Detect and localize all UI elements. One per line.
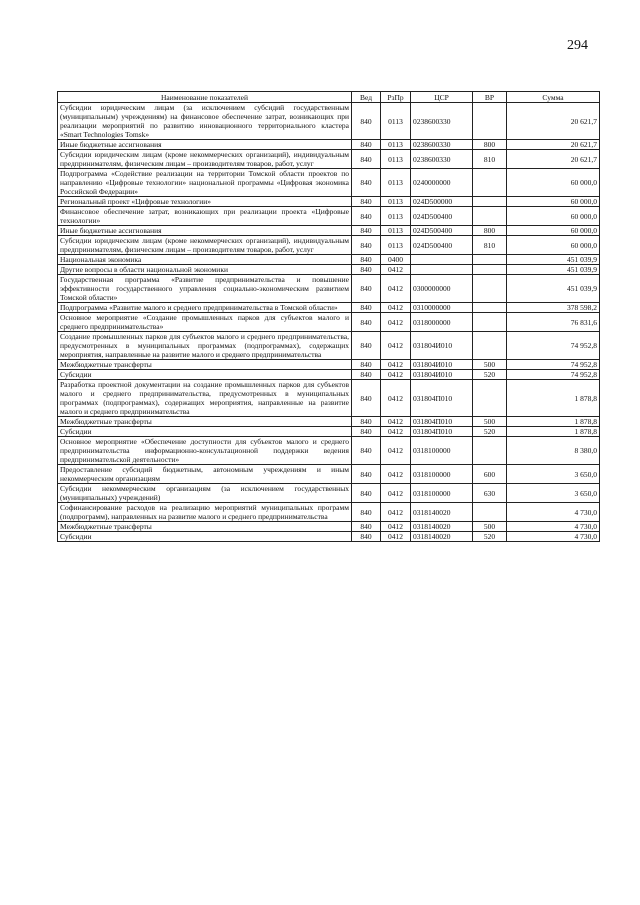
cell-ved: 840: [352, 522, 381, 532]
cell-ved: 840: [352, 103, 381, 140]
cell-ved: 840: [352, 150, 381, 169]
cell-vr: 500: [473, 417, 507, 427]
table-row: [58, 484, 600, 503]
cell-vr: [473, 313, 507, 332]
cell-rzpr: 0113: [381, 150, 411, 169]
cell-name: Национальная экономика: [58, 255, 352, 265]
cell-name: Финансовое обеспечение затрат, возникающих при реализации проекта «Цифровые технологии»: [58, 207, 352, 226]
table-row: [58, 313, 600, 332]
cell-csr: 0318100000: [411, 484, 473, 503]
cell-rzpr: 0412: [381, 360, 411, 370]
cell-ved: 840: [352, 255, 381, 265]
table-row: [58, 169, 600, 197]
table-row: [58, 503, 600, 522]
cell-vr: [473, 265, 507, 275]
cell-name: Субсидии: [58, 532, 352, 542]
cell-csr: 0318140020: [411, 532, 473, 542]
cell-sum: 1 878,8: [507, 427, 600, 437]
cell-sum: 4 730,0: [507, 522, 600, 532]
cell-name: Межбюджетные трансферты: [58, 360, 352, 370]
cell-name: Субсидии некоммерческим организациям (за исключением государственных (муниципальных) учреждений): [58, 484, 352, 503]
cell-rzpr: 0113: [381, 103, 411, 140]
cell-csr: 0240000000: [411, 169, 473, 197]
cell-rzpr: 0412: [381, 303, 411, 313]
cell-vr: 500: [473, 522, 507, 532]
cell-vr: [473, 275, 507, 303]
table-row: [58, 226, 600, 236]
cell-rzpr: 0412: [381, 503, 411, 522]
table-row: [58, 427, 600, 437]
cell-sum: 451 039,9: [507, 255, 600, 265]
table-row: [58, 522, 600, 532]
cell-sum: 60 000,0: [507, 207, 600, 226]
header-name: Наименование показателей: [58, 92, 352, 103]
cell-name: Предоставление субсидий бюджетным, автономным учреждениям и иным некоммерческим организациям: [58, 465, 352, 484]
cell-rzpr: 0412: [381, 427, 411, 437]
cell-vr: 600: [473, 465, 507, 484]
cell-vr: 630: [473, 484, 507, 503]
cell-rzpr: 0412: [381, 465, 411, 484]
cell-vr: 800: [473, 226, 507, 236]
table-row: [58, 437, 600, 465]
table-row: [58, 150, 600, 169]
table-row: [58, 465, 600, 484]
cell-sum: 451 039,9: [507, 275, 600, 303]
cell-rzpr: 0412: [381, 313, 411, 332]
cell-sum: 3 650,0: [507, 465, 600, 484]
cell-csr: 024D500400: [411, 226, 473, 236]
cell-sum: 60 000,0: [507, 226, 600, 236]
cell-csr: 0318140020: [411, 522, 473, 532]
cell-ved: 840: [352, 417, 381, 427]
cell-name: Софинансирование расходов на реализацию мероприятий муниципальных программ (подпрограмм), направленных на развитие малого и среднего предпринимательства: [58, 503, 352, 522]
cell-sum: 20 621,7: [507, 140, 600, 150]
table-row: [58, 207, 600, 226]
table-row: [58, 332, 600, 360]
cell-ved: 840: [352, 226, 381, 236]
cell-ved: 840: [352, 332, 381, 360]
cell-name: Иные бюджетные ассигнования: [58, 140, 352, 150]
cell-vr: [473, 207, 507, 226]
cell-rzpr: 0412: [381, 370, 411, 380]
cell-sum: 8 380,0: [507, 437, 600, 465]
cell-name: Государственная программа «Развитие предпринимательства и повышение эффективности государственного управления социально-экономическим развитием Томской области»: [58, 275, 352, 303]
cell-sum: 451 039,9: [507, 265, 600, 275]
cell-sum: 60 000,0: [507, 236, 600, 255]
table-body: [58, 103, 600, 542]
cell-sum: 3 650,0: [507, 484, 600, 503]
cell-sum: 4 730,0: [507, 503, 600, 522]
cell-rzpr: 0113: [381, 169, 411, 197]
cell-vr: [473, 169, 507, 197]
table-row: [58, 303, 600, 313]
cell-name: Создание промышленных парков для субъектов малого и среднего предпринимательства, предусмотренных в муниципальных программах (подпрограммах), содержащих мероприятия, направленные на развитие малого и среднего предпринимательства: [58, 332, 352, 360]
cell-ved: 840: [352, 370, 381, 380]
cell-csr: 0300000000: [411, 275, 473, 303]
cell-rzpr: 0113: [381, 236, 411, 255]
cell-rzpr: 0412: [381, 532, 411, 542]
cell-rzpr: 0412: [381, 275, 411, 303]
header-sum: Сумма: [507, 92, 600, 103]
cell-csr: 0318100000: [411, 465, 473, 484]
cell-name: Субсидии юридическим лицам (кроме некоммерческих организаций), индивидуальным предпринимателям, физическим лицам – производителям товаров, работ, услуг: [58, 236, 352, 255]
cell-csr: 024D500000: [411, 197, 473, 207]
cell-sum: 378 598,2: [507, 303, 600, 313]
cell-name: Субсидии: [58, 427, 352, 437]
cell-ved: 840: [352, 313, 381, 332]
header-vr: ВР: [473, 92, 507, 103]
table-row: [58, 103, 600, 140]
table-row: [58, 380, 600, 417]
cell-vr: [473, 332, 507, 360]
cell-vr: [473, 103, 507, 140]
cell-vr: 520: [473, 370, 507, 380]
header-ved: Вед: [352, 92, 381, 103]
cell-sum: 60 000,0: [507, 197, 600, 207]
cell-ved: 840: [352, 169, 381, 197]
cell-csr: 031804И010: [411, 360, 473, 370]
budget-table: [57, 91, 600, 542]
cell-rzpr: 0412: [381, 332, 411, 360]
cell-rzpr: 0412: [381, 484, 411, 503]
cell-rzpr: 0113: [381, 197, 411, 207]
cell-ved: 840: [352, 236, 381, 255]
cell-name: Основное мероприятие «Обеспечение доступности для субъектов малого и среднего предпринимательства информационно-консультационной поддержки ведения предпринимательской деятельности»: [58, 437, 352, 465]
cell-ved: 840: [352, 360, 381, 370]
cell-ved: 840: [352, 197, 381, 207]
cell-name: Субсидии юридическим лицам (кроме некоммерческих организаций), индивидуальным предпринимателям, физическим лицам – производителям товаров, работ, услуг: [58, 150, 352, 169]
table-row: [58, 370, 600, 380]
cell-name: Подпрограмма «Содействие реализации на территории Томской области проектов по направлению «Цифровые технологии» национальной программы «Цифровая экономика Российской Федерации»: [58, 169, 352, 197]
cell-name: Подпрограмма «Развитие малого и среднего предпринимательства в Томской области»: [58, 303, 352, 313]
cell-rzpr: 0412: [381, 417, 411, 427]
cell-ved: 840: [352, 484, 381, 503]
cell-ved: 840: [352, 275, 381, 303]
cell-vr: 520: [473, 427, 507, 437]
cell-vr: 800: [473, 140, 507, 150]
cell-ved: 840: [352, 140, 381, 150]
cell-sum: 76 831,6: [507, 313, 600, 332]
table-row: [58, 265, 600, 275]
cell-sum: 60 000,0: [507, 169, 600, 197]
cell-ved: 840: [352, 207, 381, 226]
cell-vr: [473, 255, 507, 265]
cell-rzpr: 0412: [381, 522, 411, 532]
cell-csr: 031804П010: [411, 417, 473, 427]
table-row: [58, 532, 600, 542]
table-row: [58, 197, 600, 207]
cell-name: Субсидии: [58, 370, 352, 380]
cell-vr: 520: [473, 532, 507, 542]
cell-csr: 031804П010: [411, 427, 473, 437]
cell-ved: 840: [352, 465, 381, 484]
cell-name: Субсидии юридическим лицам (за исключением субсидий государственным (муниципальным) учреждениям) на финансовое обеспечение затрат, возникающих при реализации мероприятий по развитию инновационного территориального кластера «Smart Technologies Tomsk»: [58, 103, 352, 140]
cell-sum: 74 952,8: [507, 370, 600, 380]
header-rzpr: РзПр: [381, 92, 411, 103]
cell-rzpr: 0113: [381, 140, 411, 150]
cell-ved: 840: [352, 303, 381, 313]
cell-rzpr: 0113: [381, 207, 411, 226]
table-header-row: [58, 92, 600, 103]
cell-vr: [473, 197, 507, 207]
cell-sum: 20 621,7: [507, 103, 600, 140]
cell-csr: 0238600330: [411, 140, 473, 150]
cell-vr: 810: [473, 150, 507, 169]
cell-name: Основное мероприятие «Создание промышленных парков для субъектов малого и среднего предпринимательства»: [58, 313, 352, 332]
cell-vr: [473, 437, 507, 465]
cell-csr: [411, 265, 473, 275]
table-row: [58, 140, 600, 150]
cell-csr: 031804И010: [411, 370, 473, 380]
cell-rzpr: 0412: [381, 437, 411, 465]
cell-ved: 840: [352, 427, 381, 437]
cell-vr: [473, 303, 507, 313]
cell-sum: 20 621,7: [507, 150, 600, 169]
cell-vr: 500: [473, 360, 507, 370]
cell-csr: 024D500400: [411, 236, 473, 255]
cell-rzpr: 0412: [381, 380, 411, 417]
page-number: 294: [567, 38, 588, 53]
table-row: [58, 417, 600, 427]
table-row: [58, 275, 600, 303]
cell-vr: [473, 503, 507, 522]
cell-name: Межбюджетные трансферты: [58, 522, 352, 532]
cell-vr: [473, 380, 507, 417]
cell-csr: 0318140020: [411, 503, 473, 522]
table-row: [58, 255, 600, 265]
cell-sum: 1 878,8: [507, 380, 600, 417]
cell-ved: 840: [352, 265, 381, 275]
cell-sum: 74 952,8: [507, 360, 600, 370]
cell-csr: 0238600330: [411, 150, 473, 169]
cell-csr: 031804П010: [411, 380, 473, 417]
table-row: [58, 236, 600, 255]
cell-sum: 4 730,0: [507, 532, 600, 542]
cell-csr: 0318100000: [411, 437, 473, 465]
cell-csr: 0238600330: [411, 103, 473, 140]
cell-csr: [411, 255, 473, 265]
header-csr: ЦСР: [411, 92, 473, 103]
cell-rzpr: 0113: [381, 226, 411, 236]
cell-name: Иные бюджетные ассигнования: [58, 226, 352, 236]
cell-ved: 840: [352, 380, 381, 417]
cell-ved: 840: [352, 503, 381, 522]
cell-name: Другие вопросы в области национальной экономики: [58, 265, 352, 275]
table-row: [58, 360, 600, 370]
cell-rzpr: 0400: [381, 255, 411, 265]
cell-name: Межбюджетные трансферты: [58, 417, 352, 427]
cell-rzpr: 0412: [381, 265, 411, 275]
cell-sum: 74 952,8: [507, 332, 600, 360]
cell-csr: 024D500400: [411, 207, 473, 226]
cell-vr: 810: [473, 236, 507, 255]
cell-csr: 031804И010: [411, 332, 473, 360]
cell-ved: 840: [352, 532, 381, 542]
cell-csr: 0310000000: [411, 303, 473, 313]
cell-sum: 1 878,8: [507, 417, 600, 427]
cell-name: Разработка проектной документации на создание промышленных парков для субъектов малого и среднего предпринимательства, предусмотренных в муниципальных программах (подпрограммах), содержащих мероприятия, направленные на развитие малого и среднего предпринимательства: [58, 380, 352, 417]
cell-name: Региональный проект «Цифровые технологии»: [58, 197, 352, 207]
cell-csr: 0318000000: [411, 313, 473, 332]
cell-ved: 840: [352, 437, 381, 465]
